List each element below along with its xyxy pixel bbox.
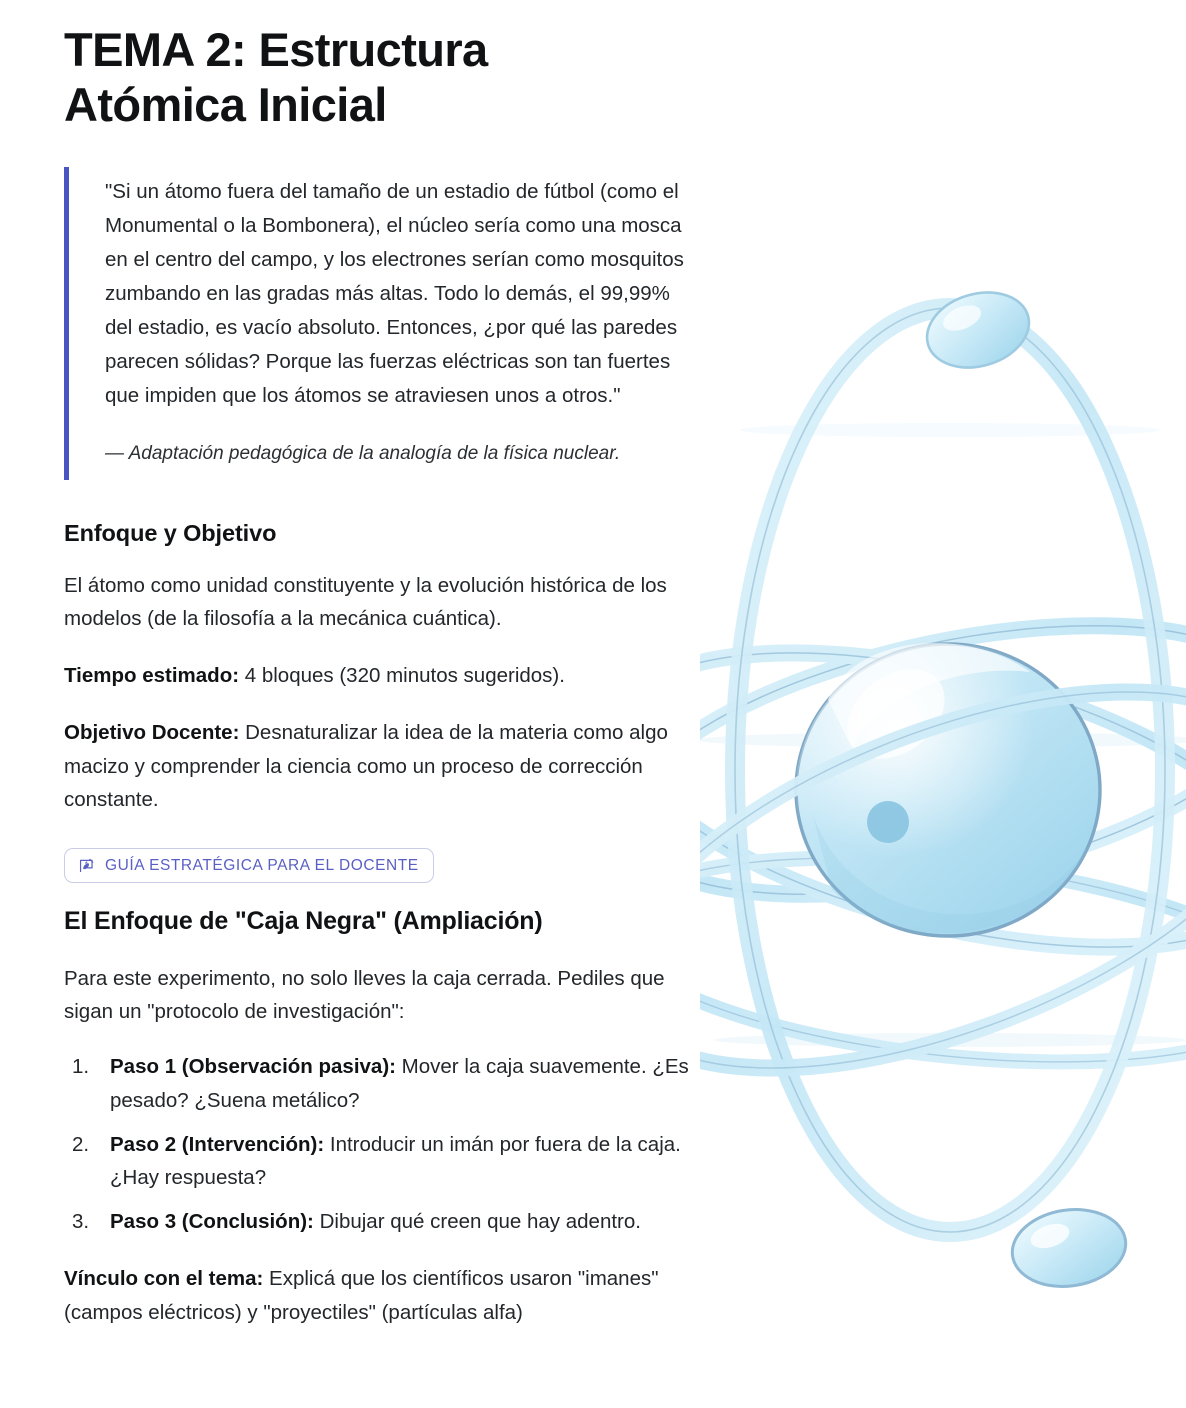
enfoque-intro-paragraph: El átomo como unidad constituyente y la evolución histórica de los modelos (de la filosofía a la mecánica cuántica). — [64, 573, 667, 630]
atom-primary-orbit — [735, 308, 1165, 1232]
atom-nucleus — [796, 643, 1100, 936]
objetivo-docente-paragraph — [64, 716, 686, 816]
guide-intro-paragraph: Para este experimento, no solo lleves la caja cerrada. Pediles que sigan un "protocolo de investigación": — [64, 967, 665, 1024]
step-label: Paso 2 (Intervención): — [110, 1132, 325, 1156]
step-text: Mover la caja suavemente. ¿Es pesado? ¿Suena metálico? — [110, 1055, 689, 1112]
objetivo-docente-label: Objetivo Docente: — [64, 721, 240, 745]
objetivo-docente-value: Desnaturalizar la idea de la materia como algo macizo y comprender la ciencia como un proceso de corrección constante. — [64, 721, 668, 811]
list-item — [110, 1050, 700, 1116]
blockquote-text: "Si un átomo fuera del tamaño de un estadio de fútbol (como el Monumental o la Bombonera), el núcleo sería como una mosca en el centro del campo, y los electrones serían como mosquitos zumbando en las gradas más altas. Todo lo demás, el 99,99% del estadio, es vacío absoluto. Entonces, ¿por qué las paredes parecen sólidas? Porque las fuerzas eléctricas son tan fuertes que impiden que los átomos se atraviesen unos a otros." — [105, 179, 684, 407]
atom-illustration — [700, 0, 1186, 1408]
list-item — [110, 1128, 700, 1194]
protocol-steps-list — [64, 1050, 700, 1238]
section-heading-enfoque: Enfoque y Objetivo — [64, 519, 277, 546]
strategy-knight-icon — [77, 856, 96, 875]
blockquote-attribution: — Adaptación pedagógica de la analogía de la física nuclear. — [105, 443, 621, 465]
step-label: Paso 3 (Conclusión): — [110, 1210, 314, 1234]
tiempo-estimado-value: 4 bloques (320 minutos sugeridos). — [239, 664, 565, 688]
step-text: Dibujar qué creen que hay adentro. — [313, 1210, 641, 1234]
guia-estrategica-badge-label: GUÍA ESTRATÉGICA PARA EL DOCENTE — [105, 856, 419, 874]
vinculo-text: Explicá que los científicos usaron "imanes" (campos eléctricos) y "proyectiles" (partículas alfa) — [64, 1267, 659, 1324]
analogy-blockquote — [64, 167, 700, 480]
vinculo-con-el-tema-paragraph — [64, 1262, 686, 1328]
step-label: Paso 1 (Observación pasiva): — [110, 1055, 396, 1079]
guia-estrategica-badge[interactable] — [64, 848, 434, 883]
vinculo-label: Vínculo con el tema: — [64, 1267, 264, 1291]
page-title: TEMA 2: Estructura Atómica Inicial — [64, 23, 488, 132]
list-item — [110, 1205, 700, 1238]
tiempo-estimado-paragraph — [64, 659, 686, 692]
guide-heading: El Enfoque de "Caja Negra" (Ampliación) — [64, 907, 543, 935]
tiempo-estimado-label: Tiempo estimado: — [64, 664, 240, 688]
step-text: Introducir un imán por fuera de la caja. ¿Hay respuesta? — [110, 1132, 681, 1190]
atom-electron-bottom — [1007, 1202, 1130, 1293]
atom-electron-top — [918, 281, 1038, 379]
